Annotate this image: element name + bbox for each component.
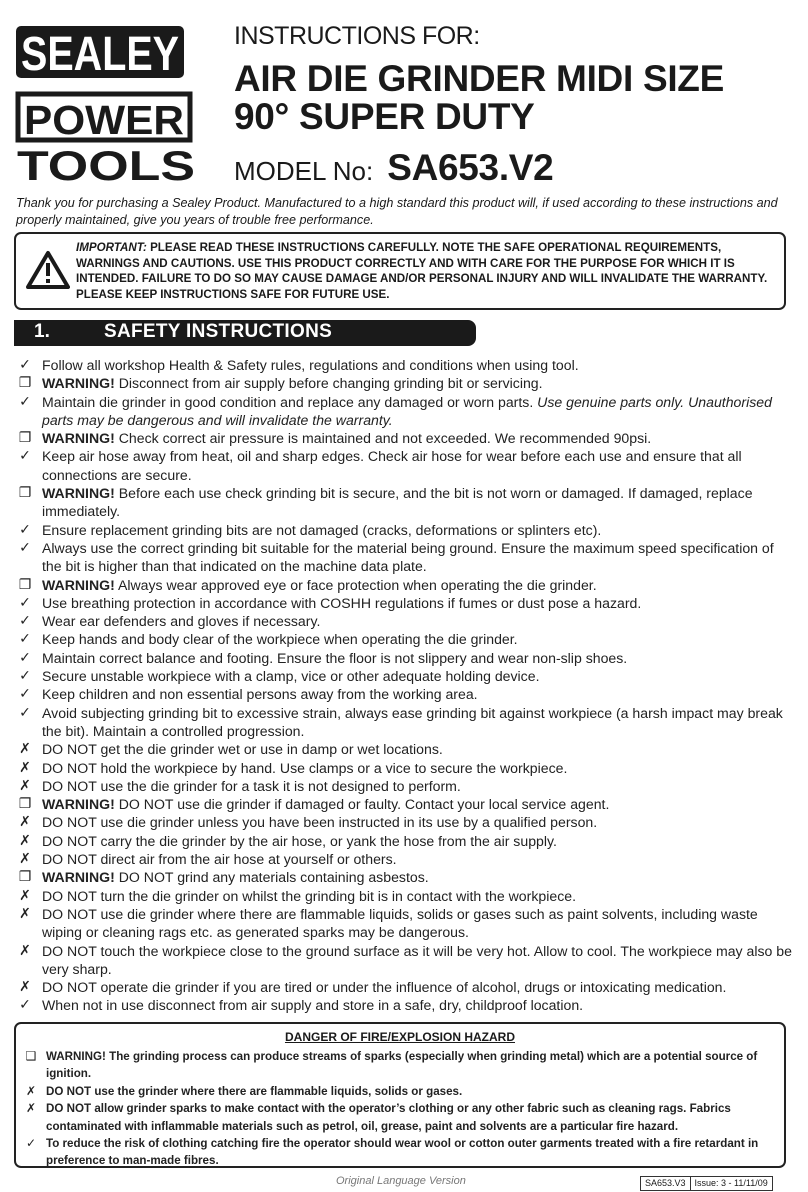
safety-item-text: DO NOT use die grinder unless you have been instructed in its use by a qualified person. [42,814,598,831]
safety-marker-box-icon: ❐ [18,796,32,813]
safety-item [16,374,796,392]
fire-item-text: use the grinder where there are flammable liquids, solids or gases. [91,1084,463,1098]
safety-item [16,996,796,1014]
logo-line2: TOOLS [17,142,195,182]
safety-item [16,630,796,648]
safety-item [16,667,796,685]
safety-item [16,539,796,576]
important-notice-box [14,232,786,310]
safety-item [16,832,796,850]
safety-marker-check-icon: ✓ [19,704,31,721]
safety-item-emphasis: WARNING! [42,430,115,447]
safety-item [16,484,796,521]
section-number: 1. [34,321,50,342]
fire-hazard-box [14,1022,786,1168]
safety-marker-box-icon: ❐ [18,576,32,593]
safety-marker-check-icon: ✓ [19,594,31,611]
safety-item-text: When not in use disconnect from air supply and store in a safe, dry, childproof location. [42,997,584,1014]
section-heading-safety [14,320,476,346]
safety-item [16,868,796,886]
fire-item [24,1048,774,1083]
safety-marker-check-icon: ✓ [19,357,31,373]
safety-item [16,685,796,703]
safety-marker-cross-icon: ✗ [19,741,31,758]
safety-marker-check-icon: ✓ [19,686,31,703]
section-label: SAFETY INSTRUCTIONS [104,321,333,342]
safety-marker-box-icon: ❐ [18,430,32,447]
safety-item-emphasis: WARNING! [42,796,115,813]
safety-marker-check-icon: ✓ [19,997,31,1014]
safety-item-text: Maintain correct balance and footing. Ensure the floor is not slippery and wear non-slip shoes. [42,649,628,666]
safety-item-text: Avoid subjecting grinding bit to excessive strain, always ease grinding bit against workpiece (a harsh impact may break the bit). Maintain a controlled progression. [42,704,783,739]
safety-marker-check-icon: ✓ [19,539,31,556]
safety-item-emphasis: WARNING! [42,375,115,392]
safety-item-text: Ensure replacement grinding bits are not damaged (cracks, deformations or splinters etc). [42,521,602,538]
instructions-for-label: INSTRUCTIONS FOR: [234,22,480,50]
safety-marker-check-icon: ✓ [19,668,31,685]
fire-hazard-list [24,1048,774,1170]
safety-item-text: DO NOT operate die grinder if you are tired or under the influence of alcohol, drugs or intoxicating medication. [42,979,727,996]
fire-item-emphasis: DO NOT [46,1084,92,1098]
safety-marker-cross-icon: ✗ [19,887,31,904]
safety-marker-cross-icon: ✗ [19,814,31,831]
safety-item [16,576,796,594]
safety-marker-box-icon: ❐ [18,869,32,886]
safety-marker-check-icon: ✓ [19,649,31,666]
safety-instructions-list [16,356,796,1015]
model-code: SA653.V2 [387,147,554,188]
safety-item [16,813,796,831]
fire-item [24,1083,774,1100]
safety-item-text: Always wear approved eye or face protection when operating the die grinder. [114,576,597,593]
safety-marker-cross-icon: ✗ [19,759,31,776]
safety-item-text: DO NOT use die grinder where there are flammable liquids, solids or gases such as paint solvents, including waste wiping or cleaning rags etc. as generated sparks may be dangerous. [42,905,758,941]
logo-line1: POWER [24,97,184,143]
safety-item-text: Before each use check grinding bit is secure, and the bit is not worn or damaged. If damaged, replace immediately. [42,485,753,520]
safety-item-text: Secure unstable workpiece with a clamp, vice or other adequate holding device. [42,668,540,685]
safety-marker-cross-icon: ✗ [19,851,31,868]
safety-marker-check-icon: ✓ [19,393,31,410]
safety-item [16,887,796,905]
model-label: MODEL No: [234,156,374,186]
fire-marker-cross-icon: ✗ [25,1101,37,1116]
safety-item [16,612,796,630]
original-language-note: Original Language Version [336,1175,466,1187]
safety-item [16,905,796,942]
safety-item [16,795,796,813]
safety-item [16,393,796,430]
product-title [234,60,724,136]
safety-item-text: Keep air hose away from heat, oil and sharp edges. Check air hose for wear before each use and ensure that all connections are secure. [42,448,742,483]
safety-item [16,594,796,612]
safety-item [16,978,796,996]
fire-item [24,1100,774,1135]
logo-brand: SEALEY [21,28,179,81]
safety-item-text: DO NOT grind any materials containing asbestos. [114,869,429,886]
safety-item-text: Disconnect from air supply before changing grinding bit or servicing. [114,375,543,392]
safety-item [16,759,796,777]
fire-item-text: To reduce the risk of clothing catching fire the operator should wear wool or cotton outer garments treated with a fire retardant in preference to man-made fibres. [46,1137,759,1168]
safety-item-text: DO NOT touch the workpiece close to the ground surface as it will be very hot. Allow to cool. The workpiece may also be very sharp. [42,942,792,977]
document-reference [640,1176,773,1191]
safety-marker-cross-icon: ✗ [19,942,31,959]
important-body: PLEASE READ THESE INSTRUCTIONS CAREFULLY. NOTE THE SAFE OPERATIONAL REQUIREMENTS, WARNINGS AND CAUTIONS. USE THIS PRODUCT CORRECTLY AND WITH CARE FOR THE PURPOSE FOR WHICH IT IS INTENDED. FAILURE TO DO SO MAY CAUSE DAMAGE AND/OR PERSONAL INJURY AND WILL INVALIDATE THE WARRANTY. PLEASE KEEP INSTRUCTIONS SAFE FOR FUTURE USE. [76,241,768,301]
sealey-logo [14,22,204,187]
safety-item [16,356,796,374]
safety-item [16,429,796,447]
safety-marker-cross-icon: ✗ [19,979,31,996]
safety-marker-check-icon: ✓ [19,631,31,648]
safety-item-text: DO NOT turn the die grinder on whilst the grinding bit is in contact with the workpiece. [42,887,576,904]
logo-graphic [14,22,204,182]
safety-item [16,740,796,758]
safety-marker-check-icon: ✓ [19,613,31,630]
safety-item-emphasis: WARNING! [42,485,115,502]
safety-item-text: Always use the correct grinding bit suitable for the material being ground. Ensure the maximum speed specification of the bit is higher than that indicated on the machine data plate. [42,539,774,575]
safety-marker-cross-icon: ✗ [19,832,31,849]
fire-item-emphasis: WARNING! [46,1050,106,1063]
safety-item-text: DO NOT use die grinder if damaged or faulty. Contact your local service agent. [114,796,610,813]
safety-item-text: Wear ear defenders and gloves if necessary. [42,613,321,630]
safety-item-emphasis: WARNING! [42,576,115,593]
fire-item-emphasis: DO NOT [46,1102,92,1116]
safety-item-text: DO NOT use the die grinder for a task it is not designed to perform. [42,777,461,794]
safety-marker-box-icon: ❐ [18,485,32,502]
safety-item-text: Keep children and non essential persons away from the working area. [42,686,478,703]
safety-item-text: Maintain die grinder in good condition and replace any damaged or worn parts. [42,393,538,410]
document-ref-code: SA653.V3 [645,1178,686,1188]
safety-marker-cross-icon: ✗ [19,777,31,794]
title-line-1: AIR DIE GRINDER MIDI SIZE [234,58,724,99]
title-line-2: 90° SUPER DUTY [234,96,535,137]
safety-item-text: Keep hands and body clear of the workpiece when operating the die grinder. [42,631,518,648]
important-lead: IMPORTANT: [76,241,147,254]
safety-item-text: Use breathing protection in accordance with COSHH regulations if fumes or dust pose a hazard. [42,594,642,611]
safety-item-text: Follow all workshop Health & Safety rules, regulations and conditions when using tool. [42,357,579,373]
safety-item [16,521,796,539]
safety-marker-check-icon: ✓ [19,521,31,538]
safety-item-italic-note: Use genuine parts only. Unauthorised parts may be dangerous and will invalidate the warranty. [42,393,772,428]
fire-hazard-heading: DANGER OF FIRE/EXPLOSION HAZARD [284,1030,515,1044]
safety-item-text: Check correct air pressure is maintained and not exceeded. We recommended 90psi. [114,430,652,447]
fire-marker-cross-icon: ✗ [25,1083,37,1098]
model-number [234,147,553,189]
safety-item-text: DO NOT direct air from the air hose at yourself or others. [42,851,397,868]
safety-item-text: DO NOT hold the workpiece by hand. Use clamps or a vice to secure the workpiece. [42,759,568,776]
safety-item [16,942,796,979]
fire-item-text: The grinding process can produce streams of sparks (especially when grinding metal) which are a potential source of ignition. [46,1050,758,1081]
safety-marker-check-icon: ✓ [19,448,31,465]
fire-item [24,1135,774,1170]
safety-marker-cross-icon: ✗ [19,905,31,922]
safety-item [16,704,796,741]
safety-item [16,649,796,667]
safety-item-text: DO NOT carry the die grinder by the air hose, or yank the hose from the air supply. [42,832,557,849]
safety-item [16,777,796,795]
intro-text: Thank you for purchasing a Sealey Product. Manufactured to a high standard this product will, if used according to these instructions and properly maintained, give you years of trouble free performance. [16,196,778,227]
safety-item-emphasis: WARNING! [42,869,115,886]
safety-marker-box-icon: ❐ [18,375,32,392]
safety-item-text: DO NOT get the die grinder wet or use in damp or wet locations. [42,741,443,758]
fire-item-text: allow grinder sparks to make contact with the operator’s clothing or any other fabric such as cleaning rags. Fabrics contaminated with inflammable materials such as petrol, oil, grease, paint and solvents are a particular fire hazard. [46,1102,731,1133]
fire-marker-check-icon: ✓ [25,1136,37,1151]
safety-item [16,447,796,484]
document-issue: Issue: 3 - 11/11/09 [690,1177,772,1190]
safety-item [16,850,796,868]
important-text [76,240,778,302]
warning-triangle-icon [26,250,70,290]
fire-marker-hollow_box-icon: ❑ [25,1049,37,1063]
